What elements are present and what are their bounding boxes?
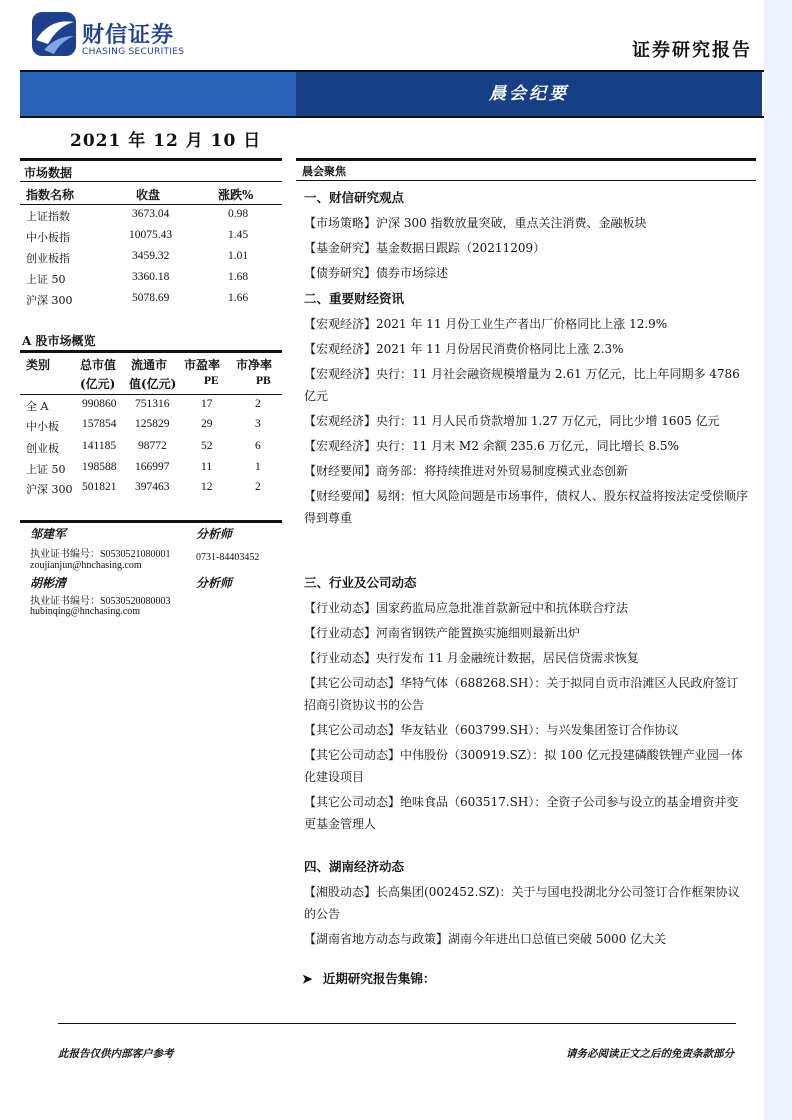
- a-share-category: 中小板: [26, 420, 59, 433]
- a-share-pe: 17: [201, 398, 213, 410]
- index-change: 1.45: [228, 229, 249, 241]
- focus-top-rule: [296, 158, 756, 161]
- a-share-mktcap: 198588: [82, 461, 117, 473]
- banner-divider: [20, 116, 764, 118]
- index-close: 3459.32: [132, 250, 170, 262]
- list-item[interactable]: [304, 410, 750, 432]
- list-item[interactable]: [304, 485, 750, 529]
- focus-title: 晨会聚焦: [302, 165, 346, 178]
- section-heading: 一、财信研究观点: [304, 190, 405, 205]
- item-text: 2021 年 11 月份居民消费价格同比上涨 2.3%: [376, 342, 624, 356]
- index-close: 10075.43: [129, 229, 173, 241]
- a-share-pe: 29: [201, 418, 213, 430]
- arrow-right-icon: ➤: [302, 971, 313, 986]
- list-item[interactable]: [304, 791, 750, 835]
- analyst-cert: 执业证书编号：S0530521080001: [30, 549, 171, 560]
- logo-english-name: CHASING SECURITIES: [82, 47, 185, 57]
- a-share-title: A 股市场概览: [22, 334, 96, 348]
- item-tag: 【湖南省地方动态与政策】: [304, 932, 449, 946]
- list-item[interactable]: [304, 212, 750, 234]
- a-share-header-pb: 市净率: [236, 358, 273, 372]
- index-close: 3673.04: [132, 208, 170, 220]
- item-tag: 【财经要闻】: [304, 464, 377, 478]
- market-data-title: 市场数据: [24, 166, 73, 180]
- market-data-title-rule: [20, 181, 282, 182]
- item-tag: 【财经要闻】: [304, 489, 377, 503]
- banner-title: 晨会纪要: [489, 84, 569, 104]
- focus-section-4: [304, 856, 750, 950]
- a-share-pe: 12: [201, 481, 213, 493]
- item-text: 易纲：恒大风险问题是市场事件，债权人、股东权益将按法定受偿顺序得到尊重: [304, 489, 749, 525]
- index-name: 沪深 300: [26, 294, 73, 307]
- a-share-header-mktcap-unit: (亿元): [80, 377, 116, 391]
- a-share-header-float-unit: 值(亿元): [129, 377, 177, 391]
- a-share-category: 创业板: [26, 442, 59, 455]
- a-share-header-pe: 市盈率: [184, 358, 221, 372]
- list-item[interactable]: [304, 597, 750, 619]
- item-tag: 【宏观经济】: [304, 367, 377, 381]
- a-share-pb: 1: [255, 461, 261, 473]
- a-share-pe: 52: [201, 440, 213, 452]
- a-share-float: 125829: [135, 418, 170, 430]
- focus-section-2: [304, 288, 750, 529]
- a-share-pb: 2: [255, 481, 261, 493]
- analyst-email: zoujianjun@hnchasing.com: [30, 560, 142, 571]
- item-text: 基金数据日跟踪（20211209）: [376, 241, 546, 255]
- analyst-phone: 0731-84403452: [196, 552, 260, 563]
- a-share-pb: 6: [255, 440, 261, 452]
- report-date: 2021 年 12 月 10 日: [70, 131, 262, 151]
- item-tag: 【其它公司动态】: [304, 676, 401, 690]
- a-share-header-rule: [20, 394, 282, 395]
- list-item[interactable]: [304, 313, 750, 335]
- section-heading: 三、行业及公司动态: [304, 575, 417, 590]
- analyst-name: 邹建军: [30, 527, 67, 541]
- item-tag: 【行业动态】: [304, 651, 377, 665]
- item-text: 2021 年 11 月份工业生产者出厂价格同比上涨 12.9%: [376, 317, 668, 331]
- index-close: 5078.69: [132, 292, 170, 304]
- a-share-header-float: 流通市: [131, 358, 168, 372]
- market-data-top-rule: [20, 158, 282, 161]
- index-name: 上证 50: [26, 273, 66, 286]
- market-header-name: 指数名称: [26, 188, 75, 202]
- list-item[interactable]: [304, 435, 750, 457]
- recent-reports-label: 近期研究报告集锦：: [322, 971, 436, 986]
- focus-title-rule: [296, 180, 756, 181]
- item-text: 央行：11 月社会融资规模增量为 2.61 万亿元，比上年同期多 4786 亿元: [304, 367, 740, 403]
- analyst-role: 分析师: [196, 576, 233, 590]
- item-tag: 【其它公司动态】: [304, 748, 401, 762]
- analyst-role: 分析师: [196, 527, 233, 541]
- company-logo: [30, 10, 190, 58]
- focus-section-3: [304, 572, 750, 835]
- item-text: 中伟股份（300919.SZ）：拟 100 亿元投建磷酸铁锂产业园一体化建设项目: [304, 748, 743, 784]
- item-tag: 【宏观经济】: [304, 414, 377, 428]
- item-text: 绝味食品（603517.SH）：全资子公司参与设立的基金增资并变更基金管理人: [304, 795, 739, 831]
- a-share-pb: 2: [255, 398, 261, 410]
- index-name: 中小板指: [26, 231, 70, 244]
- a-share-pb: 3: [255, 418, 261, 430]
- index-change: 1.66: [228, 292, 249, 304]
- report-type-label: 证券研究报告: [632, 40, 752, 61]
- list-item[interactable]: [304, 460, 750, 482]
- recent-reports-heading: [302, 969, 435, 987]
- a-share-mktcap: 157854: [82, 418, 117, 430]
- analyst-email: hubinqing@hnchasing.com: [30, 606, 141, 617]
- item-tag: 【行业动态】: [304, 626, 377, 640]
- a-share-mktcap: 501821: [82, 481, 117, 493]
- decorative-side-strip: [764, 0, 792, 1120]
- list-item[interactable]: [304, 928, 750, 950]
- list-item[interactable]: [304, 719, 750, 741]
- item-text: 央行发布 11 月金融统计数据，居民信贷需求恢复: [376, 651, 639, 665]
- section-heading: 二、重要财经资讯: [304, 291, 405, 306]
- a-share-header-pb-unit: PB: [256, 375, 271, 387]
- a-share-title-rule: [20, 350, 282, 353]
- market-header-rule: [20, 204, 282, 205]
- item-text: 长高集团(002452.SZ)：关于与国电投湖北分公司签订合作框架协议的公告: [304, 885, 740, 921]
- item-tag: 【基金研究】: [304, 241, 377, 255]
- market-header-change: 涨跌%: [218, 188, 254, 202]
- a-share-category: 沪深 300: [26, 483, 73, 496]
- footer-divider: [58, 1023, 736, 1024]
- item-tag: 【行业动态】: [304, 601, 377, 615]
- list-item[interactable]: [304, 363, 750, 407]
- a-share-header-category: 类别: [26, 358, 51, 372]
- list-item[interactable]: [304, 672, 750, 716]
- a-share-float: 397463: [135, 481, 170, 493]
- a-share-pe: 11: [201, 461, 213, 473]
- item-tag: 【湘股动态】: [304, 885, 377, 899]
- list-item[interactable]: [304, 237, 750, 259]
- item-tag: 【其它公司动态】: [304, 795, 401, 809]
- item-text: 河南省钢铁产能置换实施细则最新出炉: [376, 626, 581, 640]
- item-tag: 【宏观经济】: [304, 439, 377, 453]
- list-item[interactable]: [304, 647, 750, 669]
- analyst-name: 胡彬清: [30, 576, 67, 590]
- footer-disclaimer-left: 此报告仅供内部客户参考: [58, 1048, 174, 1060]
- item-text: 央行：11 月人民币贷款增加 1.27 万亿元，同比少增 1605 亿元: [376, 414, 720, 428]
- item-text: 商务部：将持续推进对外贸易制度模式业态创新: [376, 464, 629, 478]
- item-tag: 【宏观经济】: [304, 342, 377, 356]
- footer-disclaimer-right: 请务必阅读正文之后的免责条款部分: [566, 1048, 734, 1060]
- item-text: 湖南今年进出口总值已突破 5000 亿大关: [448, 932, 667, 946]
- index-close: 3360.18: [132, 271, 170, 283]
- index-name: 上证指数: [26, 210, 70, 223]
- item-text: 沪深 300 指数放量突破，重点关注消费、金融板块: [376, 216, 647, 230]
- a-share-mktcap: 141185: [82, 440, 117, 452]
- list-item[interactable]: [304, 881, 750, 925]
- index-change: 0.98: [228, 208, 249, 220]
- a-share-category: 上证 50: [26, 463, 66, 476]
- a-share-header-mktcap: 总市值: [80, 358, 117, 372]
- a-share-float: 751316: [135, 398, 170, 410]
- logo-chinese-name: 财信证券: [82, 23, 175, 48]
- index-name: 创业板指: [26, 252, 70, 265]
- item-tag: 【其它公司动态】: [304, 723, 401, 737]
- index-change: 1.01: [228, 250, 249, 262]
- banner-left-block: [20, 72, 296, 116]
- logo-mark-icon: [30, 10, 78, 58]
- a-share-float: 166997: [135, 461, 170, 473]
- a-share-mktcap: 990860: [82, 398, 117, 410]
- item-text: 国家药监局应急批准首款新冠中和抗体联合疗法: [376, 601, 629, 615]
- market-header-close: 收盘: [136, 188, 161, 202]
- analyst-top-rule: [20, 520, 282, 523]
- item-text: 华友钴业（603799.SH）：与兴发集团签订合作协议: [400, 723, 679, 737]
- item-text: 央行：11 月末 M2 余额 235.6 万亿元，同比增长 8.5%: [376, 439, 679, 453]
- item-tag: 【市场策略】: [304, 216, 377, 230]
- focus-section-1: [304, 187, 750, 284]
- a-share-header-pe-unit: PE: [204, 375, 219, 387]
- list-item[interactable]: [304, 744, 750, 788]
- item-tag: 【宏观经济】: [304, 317, 377, 331]
- item-text: 债券市场综述: [376, 266, 449, 280]
- list-item[interactable]: [304, 338, 750, 360]
- list-item[interactable]: [304, 262, 750, 284]
- analyst-cert: 执业证书编号：S0530520080003: [30, 596, 171, 607]
- item-text: 华特气体（688268.SH）：关于拟同自贡市沿滩区人民政府签订招商引资协议书的公告: [304, 676, 739, 712]
- a-share-float: 98772: [138, 440, 167, 452]
- index-change: 1.68: [228, 271, 249, 283]
- item-tag: 【债券研究】: [304, 266, 377, 280]
- list-item[interactable]: [304, 622, 750, 644]
- a-share-category: 全 A: [26, 400, 49, 413]
- section-heading: 四、湖南经济动态: [304, 859, 405, 874]
